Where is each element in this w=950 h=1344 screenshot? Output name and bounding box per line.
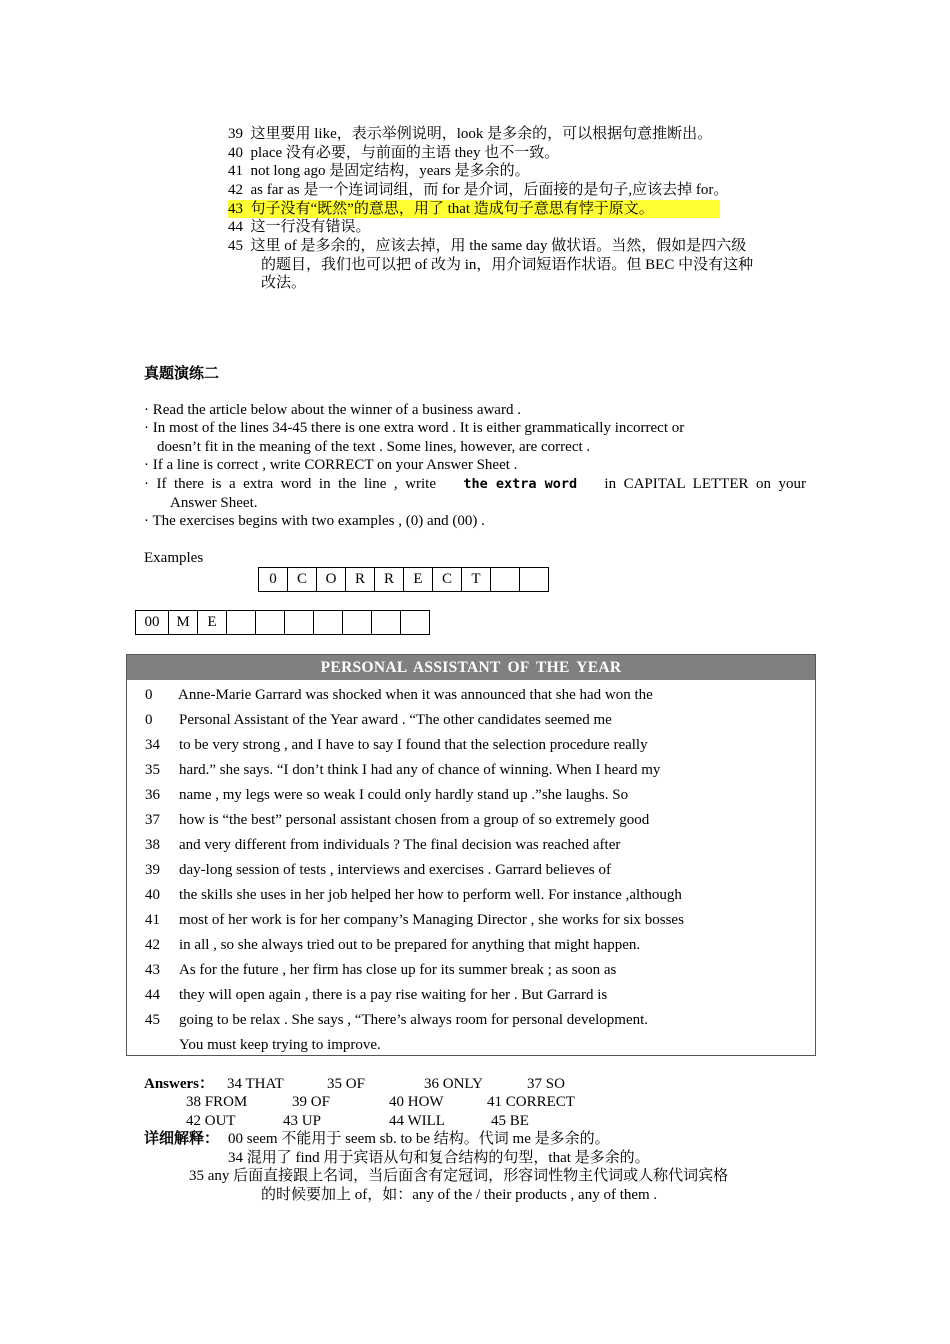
explanation-45: 45 这里 of 是多余的，应该去掉，用 the same day 做状语。当然，假如是四六级 <box>228 238 747 254</box>
explanation-43-highlighted: 43 句子没有“既然”的意思，用了 that 造成句子意思有悖于原文。 <box>228 200 720 218</box>
emphasis-text: the extra word <box>463 476 578 492</box>
instruction-item: · In most of the lines 34-45 there is one extra word . It is either grammatically incorrect or <box>144 420 685 436</box>
explanation-45-cont: 改法。 <box>261 275 307 291</box>
answer-item: 40 HOW <box>389 1094 444 1110</box>
explanation-41: 41 not long ago 是固定结构，years 是多余的。 <box>228 163 530 179</box>
explanation-42: 42 as far as 是一个连词词组，而 for 是介词，后面接的是句子,应该去掉 for。 <box>228 182 729 198</box>
answer-item: 45 BE <box>491 1113 529 1129</box>
example-cell: E <box>404 568 433 592</box>
detail-label: 详细解释： <box>144 1131 220 1147</box>
instruction-item: · The exercises begins with two examples , (0) and (00) . <box>144 513 485 529</box>
example-cell: 0 <box>259 568 288 592</box>
example-cell <box>285 611 314 635</box>
answer-item: 37 SO <box>527 1076 565 1092</box>
answer-item: 42 OUT <box>186 1113 236 1129</box>
answer-item: 36 ONLY <box>424 1076 483 1092</box>
examples-label: Examples <box>144 550 204 566</box>
detail-item: 35 any 后面直接跟上名词，当后面含有定冠词，形容词性物主代词或人称代词宾格 <box>189 1168 729 1184</box>
example-cell: O <box>317 568 346 592</box>
detail-item: 00 seem 不能用于 seem sb. to be 结构。代词 me 是多余的。 <box>228 1131 610 1147</box>
answer-item: 34 THAT <box>227 1076 284 1092</box>
example-grid-00 <box>135 610 430 635</box>
example-cell: E <box>198 611 227 635</box>
example-cell <box>372 611 401 635</box>
example-cell: R <box>375 568 404 592</box>
article-box: PERSONAL ASSISTANT OF THE YEAR 0 Anne-Marie Garrard was shocked when it was announced that she had won the 0 Personal Assistant of the Year award . “The other candidates seemed me 34 to be very strong , and I have to say I found that the selection procedure really 35 hard.” she says. “I don’t think I had any of chance of winning. When I heard my 36 name , my legs were so weak I could only hardly stand up .”she laughs. So 37 how is “the best” personal assistant chosen from a group of so extremely good 38 and very different from individuals ? The final decision was reached after 39 day-long session of tests , interviews and exercises . Garrard believes of 40 the skills she uses in her job helped her how to perform well. For instance ,although 41 most of her work is for her company’s Managing Director , she works for six bosses 42 in all , so she always tried out to be prepared for anything that might happen. 43 As for the future , her firm has close up for its summer break ; as soon as 44 they will open again , there is a pay rise waiting for her . But Garrard is 45 going to be relax . She says , “There’s always room for personal development. You must keep trying to improve. <box>126 654 816 1056</box>
example-cell: R <box>346 568 375 592</box>
instruction-item: · Read the article below about the winner of a business award . <box>144 402 521 418</box>
explanation-40: 40 place 没有必要，与前面的主语 they 也不一致。 <box>228 145 560 161</box>
example-cell <box>314 611 343 635</box>
example-cell <box>401 611 430 635</box>
answer-item: 41 CORRECT <box>487 1094 575 1110</box>
section-title: 真题演练二 <box>144 366 220 382</box>
explanation-39: 39 这里要用 like，表示举例说明，look 是多余的，可以根据句意推断出。 <box>228 126 713 142</box>
example-cell: C <box>288 568 317 592</box>
answer-item: 43 UP <box>283 1113 321 1129</box>
answer-item: 44 WILL <box>389 1113 445 1129</box>
example-cell <box>343 611 372 635</box>
answer-item: 35 OF <box>327 1076 365 1092</box>
example-cell <box>227 611 256 635</box>
detail-item-cont: 的时候要加上 of，如：any of the / their products , any of them . <box>261 1187 658 1203</box>
instruction-item: · If a line is correct , write CORRECT on your Answer Sheet . <box>144 457 518 473</box>
detail-item: 34 混用了 find 用于宾语从句和复合结构的句型，that 是多余的。 <box>228 1150 650 1166</box>
example-cell: C <box>433 568 462 592</box>
example-cell: T <box>462 568 491 592</box>
example-cell <box>491 568 520 592</box>
answer-item: 39 OF <box>292 1094 330 1110</box>
instruction-item-cont: doesn’t fit in the meaning of the text . Some lines, however, are correct . <box>157 439 591 455</box>
answers-label: Answers： <box>144 1076 214 1092</box>
example-cell: 00 <box>136 611 169 635</box>
instruction-item: · If there is a extra word in the line , write the extra word in CAPITAL LETTER on your <box>144 476 806 492</box>
explanation-45-cont: 的题目，我们也可以把 of 改为 in，用介词短语作状语。但 BEC 中没有这种 <box>261 257 754 273</box>
example-cell <box>520 568 549 592</box>
instruction-item-cont: Answer Sheet. <box>170 495 258 511</box>
example-cell: M <box>169 611 198 635</box>
answer-item: 38 FROM <box>186 1094 248 1110</box>
article-title: PERSONAL ASSISTANT OF THE YEAR <box>127 655 815 680</box>
example-cell <box>256 611 285 635</box>
explanation-44: 44 这一行没有错误。 <box>228 219 371 235</box>
example-grid-0 <box>258 567 549 592</box>
